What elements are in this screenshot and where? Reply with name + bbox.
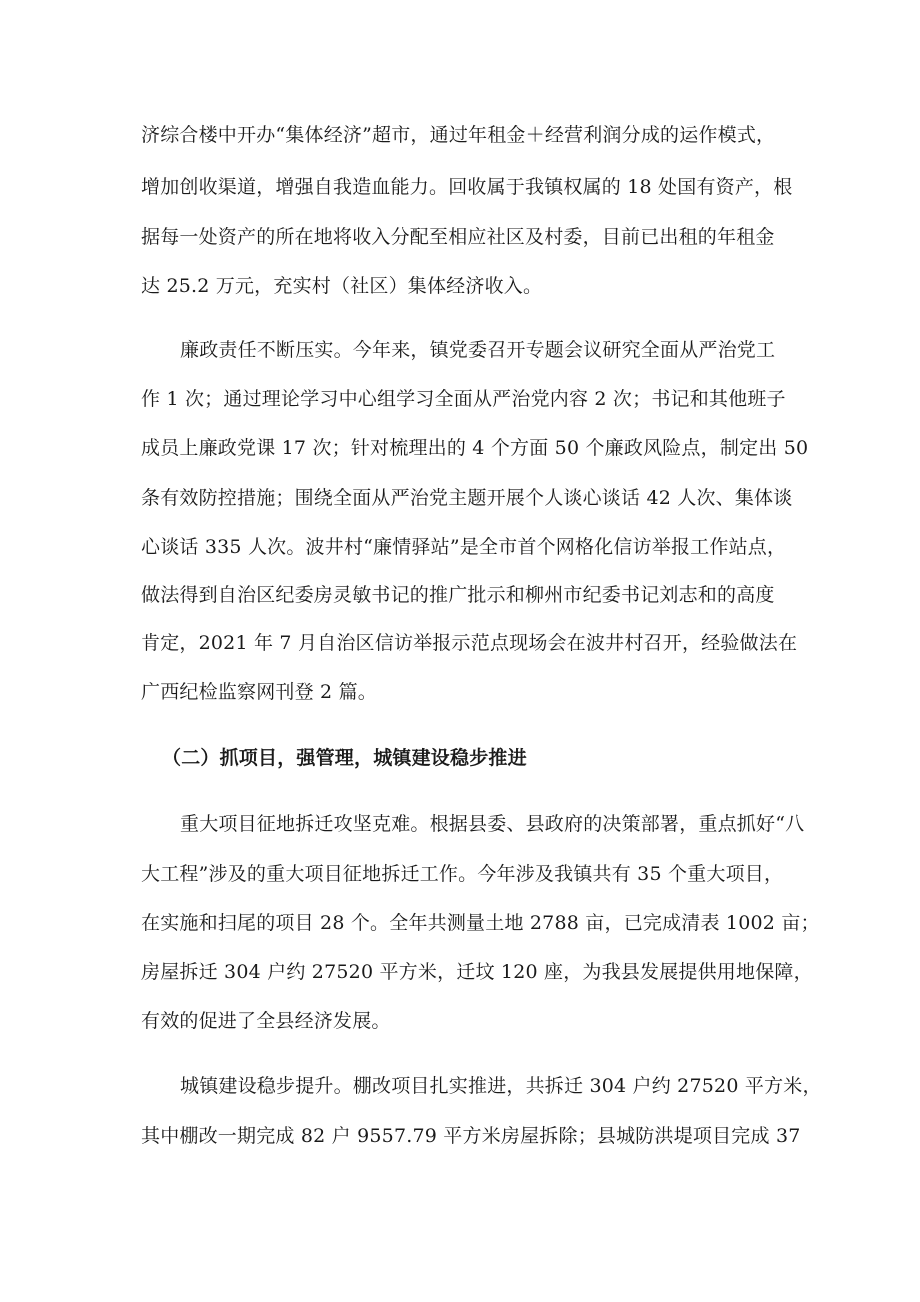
paragraph-3-line-1: 重大项目征地拆迁攻坚克难。根据县委、县政府的决策部署，重点抓好“八 — [180, 813, 805, 835]
paragraph-3-line-2: 大工程”涉及的重大项目征地拆迁工作。今年涉及我镇共有 35 个重大项目， — [141, 863, 784, 885]
paragraph-2-line-5: 心谈话 335 人次。波井村“廉情驿站”是全市首个网格化信访举报工作站点， — [141, 536, 787, 558]
paragraph-2-line-1: 廉政责任不断压实。今年来，镇党委召开专题会议研究全面从严治党工 — [180, 339, 776, 361]
paragraph-1-line-4: 达 25.2 万元，充实村（社区）集体经济收入。 — [141, 275, 543, 297]
paragraph-1-line-2: 增加创收渠道，增强自我造血能力。回收属于我镇权属的 18 处国有资产，根 — [141, 176, 793, 198]
paragraph-2-line-6: 做法得到自治区纪委房灵敏书记的推广批示和柳州市纪委书记刘志和的高度 — [141, 584, 775, 606]
paragraph-3-line-4: 房屋拆迁 304 户约 27520 平方米，迁坟 120 座，为我县发展提供用地保障， — [141, 961, 813, 983]
paragraph-2-line-4: 条有效防控措施；围绕全面从严治党主题开展个人谈心谈话 42 人次、集体谈 — [141, 487, 793, 509]
paragraph-3-line-5: 有效的促进了全县经济发展。 — [141, 1010, 391, 1032]
section-heading: （二）抓项目，强管理，城镇建设稳步推进 — [162, 747, 527, 769]
paragraph-3-line-3: 在实施和扫尾的项目 28 个。全年共测量土地 2788 亩，已完成清表 1002 亩； — [141, 912, 820, 934]
paragraph-2-line-3: 成员上廉政党课 17 次；针对梳理出的 4 个方面 50 个廉政风险点，制定出 50 — [141, 437, 809, 459]
paragraph-2-line-8: 广西纪检监察网刊登 2 篇。 — [141, 681, 377, 703]
paragraph-1-line-3: 据每一处资产的所在地将收入分配至相应社区及村委，目前已出租的年租金 — [141, 226, 775, 248]
paragraph-4-line-1: 城镇建设稳步提升。棚改项目扎实推进，共拆迁 304 户约 27520 平方米， — [180, 1075, 822, 1097]
paragraph-2-line-7: 肯定，2021 年 7 月自治区信访举报示范点现场会在波井村召开，经验做法在 — [141, 632, 798, 654]
paragraph-2-line-2: 作 1 次；通过理论学习中心组学习全面从严治党内容 2 次；书记和其他班子 — [141, 388, 786, 410]
paragraph-4-line-2: 其中棚改一期完成 82 户 9557.79 平方米房屋拆除；县城防洪堤项目完成 37 — [141, 1125, 801, 1147]
paragraph-1-line-1: 济综合楼中开办“集体经济”超市，通过年租金＋经营利润分成的运作模式， — [141, 124, 776, 146]
